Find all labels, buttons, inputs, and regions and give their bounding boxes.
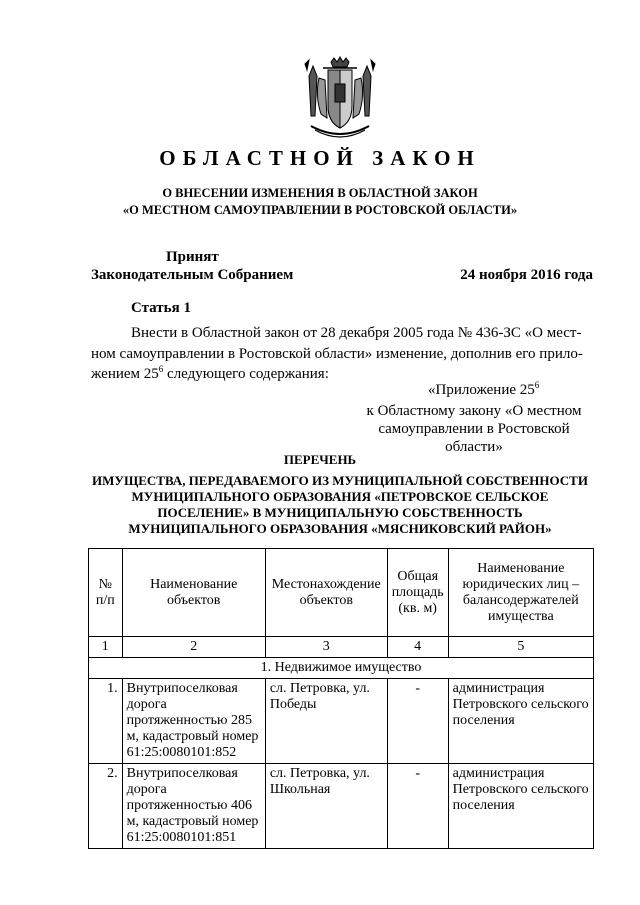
adopted-by: Законодательным Собранием (91, 267, 294, 283)
document-subtitle (60, 185, 580, 219)
column-number: 2 (122, 637, 265, 658)
list-subtitle-line: ПОСЕЛЕНИЕ» В МУНИЦИПАЛЬНУЮ СОБСТВЕННОСТЬ (157, 505, 523, 520)
object-area: - (387, 764, 448, 849)
paragraph-line: ном самоуправлении в Ростовской области» изменение, дополнив его прило- (91, 345, 583, 362)
document-title: ОБЛАСТНОЙ ЗАКОН (159, 146, 481, 170)
appendix-label (428, 382, 539, 399)
object-name: Внутрипоселковая дорога протяженностью 285 м, кадастровый номер 61:25:0080101:852 (122, 679, 265, 764)
header-name: Наименование объектов (122, 549, 265, 637)
column-number: 5 (448, 637, 593, 658)
paragraph-text: следующего содержания: (163, 366, 329, 382)
subtitle-line: О ВНЕСЕНИИ ИЗМЕНЕНИЯ В ОБЛАСТНОЙ ЗАКОН (162, 186, 478, 200)
header-location: Местонахождение объектов (265, 549, 387, 637)
article-heading: Статья 1 (131, 300, 191, 316)
adopted-date: 24 ноября 2016 года (460, 267, 593, 283)
property-table (88, 548, 594, 849)
object-name: Внутрипоселковая дорога протяженностью 406 м, кадастровый номер 61:25:0080101:851 (122, 764, 265, 849)
list-subtitle-line: МУНИЦИПАЛЬНОГО ОБРАЗОВАНИЯ «ПЕТРОВСКОЕ СЕЛЬСКОЕ (131, 489, 549, 504)
section-row (89, 658, 594, 679)
list-subtitle-line: МУНИЦИПАЛЬНОГО ОБРАЗОВАНИЯ «МЯСНИКОВСКИЙ РАЙОН» (128, 521, 552, 536)
object-area: - (387, 679, 448, 764)
paragraph-text: жением 25 (91, 366, 159, 382)
object-location: сл. Петровка, ул. Победы (265, 679, 387, 764)
superscript: 6 (158, 364, 164, 374)
column-number-row (89, 637, 594, 658)
superscript: 6 (534, 380, 540, 390)
list-subtitle (80, 473, 600, 537)
balance-holder: администрация Петровского сельского поселения (448, 764, 593, 849)
balance-holder: администрация Петровского сельского поселения (448, 679, 593, 764)
header-num: № п/п (89, 549, 123, 637)
column-number: 1 (89, 637, 123, 658)
appendix-line: к Областному закону «О местном (366, 403, 582, 419)
appendix-line: самоуправлении в Ростовской области» (378, 421, 570, 455)
coat-of-arms-icon (301, 56, 379, 142)
paragraph-line: Внести в Областной закон от 28 декабря 2005 года № 436-ЗС «О мест- (131, 325, 582, 341)
article-paragraph (91, 323, 593, 385)
column-number: 4 (387, 637, 448, 658)
subtitle-line: «О МЕСТНОМ САМОУПРАВЛЕНИИ В РОСТОВСКОЙ ОБЛАСТИ» (122, 203, 518, 217)
column-number: 3 (265, 637, 387, 658)
adopted-label: Принят (166, 249, 219, 265)
appendix-text: «Приложение 25 (428, 382, 535, 398)
header-holder: Наименование юридических лиц – балансодержателей имущества (448, 549, 593, 637)
row-number: 1. (89, 679, 123, 764)
list-subtitle-line: ИМУЩЕСТВА, ПЕРЕДАВАЕМОГО ИЗ МУНИЦИПАЛЬНОЙ СОБСТВЕННОСТИ (92, 473, 588, 488)
table-row (89, 679, 594, 764)
header-area: Общая площадь (кв. м) (387, 549, 448, 637)
object-location: сл. Петровка, ул. Школьная (265, 764, 387, 849)
row-number: 2. (89, 764, 123, 849)
table-row (89, 764, 594, 849)
appendix-caption (354, 402, 594, 456)
section-title: 1. Недвижимое имущество (89, 658, 594, 679)
list-title: ПЕРЕЧЕНЬ (283, 452, 357, 467)
